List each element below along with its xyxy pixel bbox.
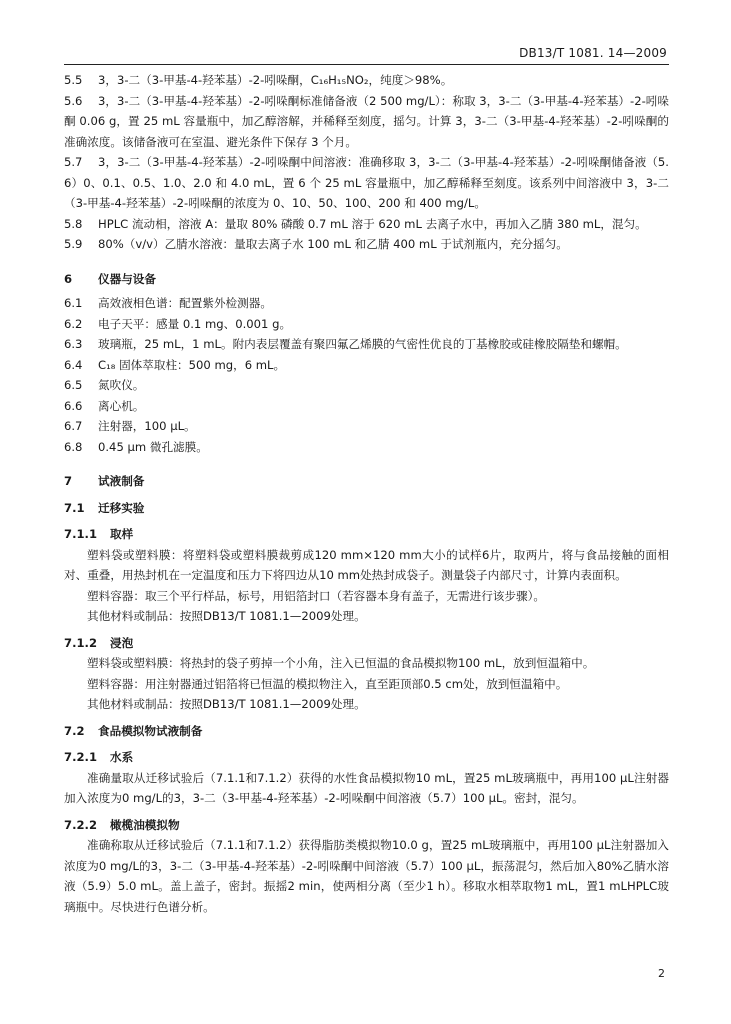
document-body [64,70,669,917]
paragraph-7-1-1-other: 其他材料或制品：按照DB13/T 1081.1—2009处理。 [87,609,366,623]
clause-6-8: 6.8 0.45 μm 微孔滤膜。 [64,439,208,454]
paragraph-7-1-2-container: 塑料容器：用注射器通过铝箔将已恒温的模拟物注入，直至距顶部0.5 cm处，放到恒温箱中。 [87,676,568,691]
paragraph-7-1-1-bag: 塑料袋或塑料膜：将塑料袋或塑料膜裁剪成120 mm×120 mm大小的试样6片，取两片，将与食品接触的面相对、重叠，用热封机在一定温度和压力下将四边从10 mm处热封成袋子。测量袋子内部尺寸，计算内表面积。 [64,547,669,582]
section-7-1-heading: 7.1 迁移实验 [64,500,145,515]
paragraph-7-1-2-bag: 塑料袋或塑料膜：将热封的袋子剪掉一个小角，注入已恒温的食品模拟物100 mL，放到恒温箱中。 [87,656,595,670]
clause-6-1: 6.1 高效液相色谱：配置紫外检测器。 [64,296,272,310]
clause-5-7: 5.7 3，3-二（3-甲基-4-羟苯基）-2-吲哚酮中间溶液：准确移取 3，3-二（3-甲基-4-羟苯基）-2-吲哚酮储备液（5.6）0、0.1、0.5、1.0、2.0 和 4.0 mL，置 6 个 25 mL 容量瓶中，加乙醇稀释至刻度。该系列中间溶液中 3，3-二（3-甲基-4-羟苯基）-2-吲哚酮的浓度为 0、10、50、100、200 和 400 mg/L。 [64,155,669,210]
standard-code: DB13/T 1081. 14—2009 [519,46,667,60]
header-divider [64,64,669,65]
section-7-1-2-heading: 7.1.2 浸泡 [64,635,134,650]
paragraph-7-1-1-container: 塑料容器：取三个平行样品，标号，用铝箔封口（若容器本身有盖子，无需进行该步骤）。 [87,588,545,603]
section-7-heading: 7 试液制备 [64,474,145,488]
clause-6-7: 6.7 注射器，100 μL。 [64,419,196,433]
paragraph-7-2-1: 准确量取从迁移试验后（7.1.1和7.1.2）获得的水性食品模拟物10 mL，置25 mL玻璃瓶中，再用100 μL注射器加入浓度为0 mg/L的3，3-二（3-甲基-4-羟苯基）-2-吲哚酮中间溶液（5.7）100 μL。密封，混匀。 [64,770,669,805]
clause-5-5: 5.5 3，3-二（3-甲基-4-羟苯基）-2-吲哚酮，C₁₆H₁₅NO₂，纯度＞98%。 [64,73,453,87]
clause-6-3: 6.3 玻璃瓶，25 mL，1 mL。附内表层覆盖有聚四氟乙烯膜的气密性优良的丁基橡胶或硅橡胶隔垫和螺帽。 [64,337,627,351]
section-7-1-1-heading: 7.1.1 取样 [64,527,134,541]
clause-6-6: 6.6 离心机。 [64,398,145,413]
paragraph-7-1-2-other: 其他材料或制品：按照DB13/T 1081.1—2009处理。 [87,697,366,711]
clause-6-4: 6.4 C₁₈ 固体萃取柱：500 mg，6 mL。 [64,357,286,372]
clause-5-8: 5.8 HPLC 流动相，溶液 A：量取 80% 磷酸 0.7 mL 溶于 620 mL 去离子水中，再加入乙腈 380 mL，混匀。 [64,216,647,231]
clause-6-2: 6.2 电子天平：感量 0.1 mg、0.001 g。 [64,316,292,331]
clause-5-9: 5.9 80%（v/v）乙腈水溶液：量取去离子水 100 mL 和乙腈 400 mL 于试剂瓶内，充分摇匀。 [64,237,568,251]
paragraph-7-2-2: 准确称取从迁移试验后（7.1.1和7.1.2）获得脂肪类模拟物10.0 g，置25 mL玻璃瓶中，再用100 μL注射器加入浓度为0 mg/L的3，3-二（3-甲基-4-羟苯基）-2-吲哚酮中间溶液（5.7）100 μL，振荡混匀，然后加入80%乙腈水溶液（5.9）5.0 mL。盖上盖子，密封。振摇2 min，使两相分离（至少1 h）。移取水相萃取物1 mL，置1 mLHPLC玻璃瓶中。尽快进行色谱分析。 [64,838,669,914]
section-6-heading: 6 仪器与设备 [64,271,156,286]
section-7-2-heading: 7.2 食品模拟物试液制备 [64,723,203,738]
page-number: 2 [658,967,665,980]
clause-5-6: 5.6 3，3-二（3-甲基-4-羟苯基）-2-吲哚酮标准储备液（2 500 mg/L）：称取 3，3-二（3-甲基-4-羟苯基）-2-吲哚酮 0.06 g，置 25 mL 容量瓶中，加乙醇溶解，并稀释至刻度，摇匀。计算 3，3-二（3-甲基-4-羟苯基）-2-吲哚酮的准确浓度。该储备液可在室温、避光条件下保存 3 个月。 [64,93,669,149]
section-7-2-1-heading: 7.2.1 水系 [64,750,134,764]
clause-6-5: 6.5 氮吹仪。 [64,378,145,392]
section-7-2-2-heading: 7.2.2 橄榄油模拟物 [64,817,180,832]
